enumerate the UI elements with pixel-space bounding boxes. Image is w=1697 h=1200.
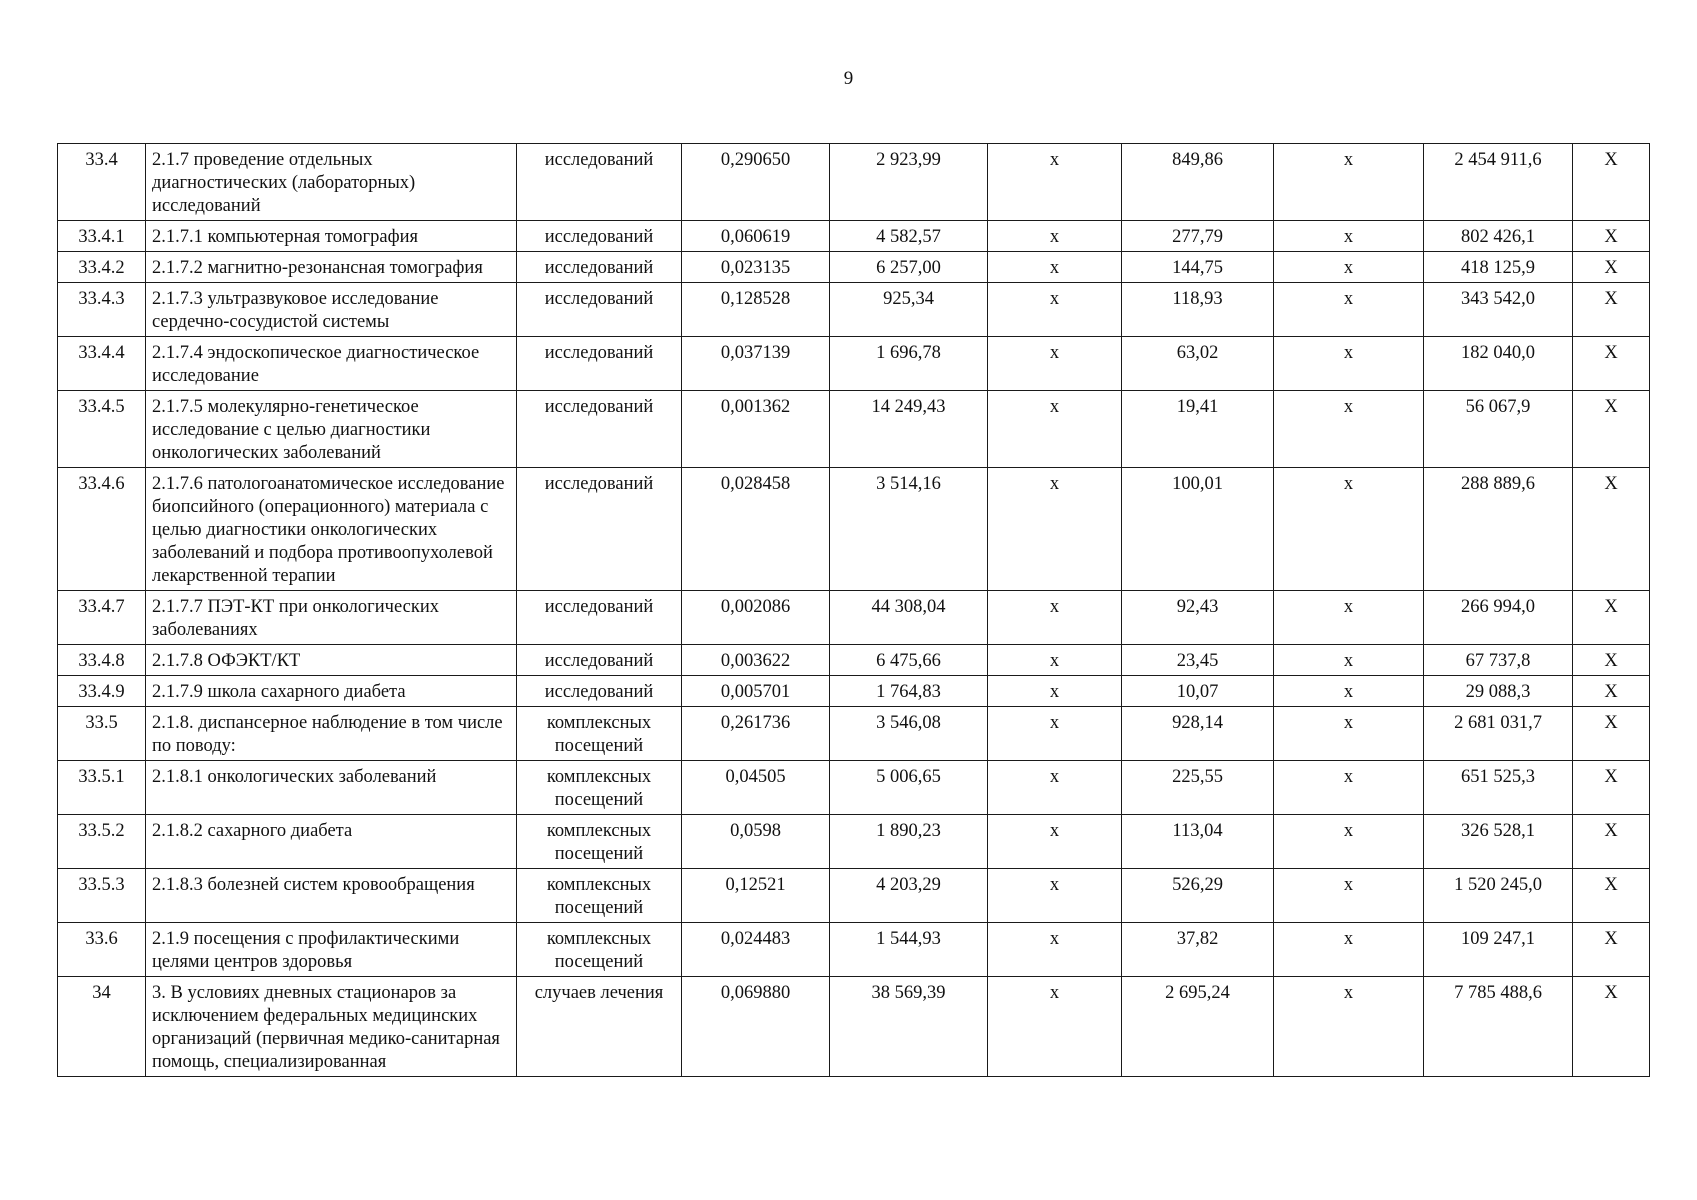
- norm-cell: 0,024483: [682, 923, 830, 977]
- unit-cost-cell: 4 582,57: [830, 221, 988, 252]
- total-cell: 288 889,6: [1424, 468, 1573, 591]
- service-name-cell: 2.1.8.2 сахарного диабета: [146, 815, 517, 869]
- service-name-cell: 2.1.8.3 болезней систем кровообращения: [146, 869, 517, 923]
- placeholder-cell: Х: [1573, 337, 1650, 391]
- row-number-cell: 33.5.2: [58, 815, 146, 869]
- placeholder-cell: х: [1274, 761, 1424, 815]
- placeholder-cell: х: [1274, 283, 1424, 337]
- placeholder-cell: х: [1274, 869, 1424, 923]
- table-row: [58, 676, 1650, 707]
- per-capita-cell: 144,75: [1122, 252, 1274, 283]
- row-number-cell: 33.4.6: [58, 468, 146, 591]
- per-capita-cell: 113,04: [1122, 815, 1274, 869]
- placeholder-cell: х: [1274, 815, 1424, 869]
- norm-cell: 0,005701: [682, 676, 830, 707]
- placeholder-cell: Х: [1573, 144, 1650, 221]
- norm-cell: 0,002086: [682, 591, 830, 645]
- service-name-cell: 2.1.8. диспансерное наблюдение в том числе по поводу:: [146, 707, 517, 761]
- row-number-cell: 33.5: [58, 707, 146, 761]
- table-body: [58, 144, 1650, 1077]
- norm-cell: 0,12521: [682, 869, 830, 923]
- unit-cell: исследований: [517, 221, 682, 252]
- placeholder-cell: х: [1274, 391, 1424, 468]
- row-number-cell: 33.4.9: [58, 676, 146, 707]
- unit-cell: исследований: [517, 144, 682, 221]
- total-cell: 418 125,9: [1424, 252, 1573, 283]
- unit-cell: исследований: [517, 468, 682, 591]
- row-number-cell: 33.4.3: [58, 283, 146, 337]
- unit-cell: комплексных посещений: [517, 707, 682, 761]
- row-number-cell: 33.4: [58, 144, 146, 221]
- service-name-cell: 2.1.8.1 онкологических заболеваний: [146, 761, 517, 815]
- placeholder-cell: Х: [1573, 283, 1650, 337]
- service-name-cell: 2.1.7.4 эндоскопическое диагностическое исследование: [146, 337, 517, 391]
- table-row: [58, 869, 1650, 923]
- placeholder-cell: Х: [1573, 252, 1650, 283]
- service-name-cell: 2.1.7 проведение отдельных диагностических (лабораторных) исследований: [146, 144, 517, 221]
- placeholder-cell: х: [1274, 468, 1424, 591]
- placeholder-cell: х: [1274, 645, 1424, 676]
- per-capita-cell: 2 695,24: [1122, 977, 1274, 1077]
- data-table: [57, 143, 1650, 1077]
- per-capita-cell: 37,82: [1122, 923, 1274, 977]
- table-row: [58, 645, 1650, 676]
- unit-cell: комплексных посещений: [517, 923, 682, 977]
- unit-cost-cell: 1 764,83: [830, 676, 988, 707]
- per-capita-cell: 63,02: [1122, 337, 1274, 391]
- table-row: [58, 977, 1650, 1077]
- placeholder-cell: Х: [1573, 468, 1650, 591]
- total-cell: 2 454 911,6: [1424, 144, 1573, 221]
- unit-cost-cell: 3 514,16: [830, 468, 988, 591]
- service-name-cell: 2.1.7.9 школа сахарного диабета: [146, 676, 517, 707]
- placeholder-cell: Х: [1573, 815, 1650, 869]
- placeholder-cell: х: [1274, 337, 1424, 391]
- placeholder-cell: Х: [1573, 923, 1650, 977]
- per-capita-cell: 118,93: [1122, 283, 1274, 337]
- placeholder-cell: Х: [1573, 221, 1650, 252]
- service-name-cell: 2.1.7.8 ОФЭКТ/КТ: [146, 645, 517, 676]
- placeholder-cell: х: [1274, 591, 1424, 645]
- service-name-cell: 2.1.7.3 ультразвуковое исследование сердечно-сосудистой системы: [146, 283, 517, 337]
- unit-cell: комплексных посещений: [517, 761, 682, 815]
- table-row: [58, 591, 1650, 645]
- service-name-cell: 2.1.7.6 патологоанатомическое исследование биопсийного (операционного) материала с целью диагностики онкологических заболеваний и подбора противоопухолевой лекарственной терапии: [146, 468, 517, 591]
- placeholder-cell: х: [988, 144, 1122, 221]
- unit-cost-cell: 44 308,04: [830, 591, 988, 645]
- per-capita-cell: 92,43: [1122, 591, 1274, 645]
- norm-cell: 0,128528: [682, 283, 830, 337]
- total-cell: 802 426,1: [1424, 221, 1573, 252]
- placeholder-cell: х: [988, 645, 1122, 676]
- service-name-cell: 2.1.7.5 молекулярно-генетическое исследование с целью диагностики онкологических заболеваний: [146, 391, 517, 468]
- unit-cell: комплексных посещений: [517, 815, 682, 869]
- total-cell: 29 088,3: [1424, 676, 1573, 707]
- total-cell: 56 067,9: [1424, 391, 1573, 468]
- placeholder-cell: х: [988, 391, 1122, 468]
- table-row: [58, 707, 1650, 761]
- per-capita-cell: 10,07: [1122, 676, 1274, 707]
- placeholder-cell: Х: [1573, 707, 1650, 761]
- unit-cell: случаев лечения: [517, 977, 682, 1077]
- norm-cell: 0,037139: [682, 337, 830, 391]
- norm-cell: 0,261736: [682, 707, 830, 761]
- unit-cost-cell: 1 696,78: [830, 337, 988, 391]
- total-cell: 67 737,8: [1424, 645, 1573, 676]
- per-capita-cell: 526,29: [1122, 869, 1274, 923]
- per-capita-cell: 225,55: [1122, 761, 1274, 815]
- placeholder-cell: Х: [1573, 676, 1650, 707]
- row-number-cell: 33.4.4: [58, 337, 146, 391]
- table-row: [58, 923, 1650, 977]
- unit-cost-cell: 1 890,23: [830, 815, 988, 869]
- unit-cell: исследований: [517, 283, 682, 337]
- unit-cell: исследований: [517, 337, 682, 391]
- placeholder-cell: х: [988, 221, 1122, 252]
- placeholder-cell: х: [988, 252, 1122, 283]
- table-row: [58, 337, 1650, 391]
- placeholder-cell: х: [1274, 676, 1424, 707]
- table-row: [58, 221, 1650, 252]
- row-number-cell: 33.5.1: [58, 761, 146, 815]
- total-cell: 2 681 031,7: [1424, 707, 1573, 761]
- total-cell: 1 520 245,0: [1424, 869, 1573, 923]
- row-number-cell: 33.5.3: [58, 869, 146, 923]
- unit-cost-cell: 38 569,39: [830, 977, 988, 1077]
- placeholder-cell: х: [988, 468, 1122, 591]
- row-number-cell: 34: [58, 977, 146, 1077]
- placeholder-cell: х: [988, 869, 1122, 923]
- per-capita-cell: 19,41: [1122, 391, 1274, 468]
- placeholder-cell: х: [988, 337, 1122, 391]
- total-cell: 109 247,1: [1424, 923, 1573, 977]
- total-cell: 182 040,0: [1424, 337, 1573, 391]
- unit-cost-cell: 14 249,43: [830, 391, 988, 468]
- total-cell: 651 525,3: [1424, 761, 1573, 815]
- unit-cell: исследований: [517, 676, 682, 707]
- placeholder-cell: х: [1274, 252, 1424, 283]
- placeholder-cell: Х: [1573, 761, 1650, 815]
- placeholder-cell: Х: [1573, 869, 1650, 923]
- table-row: [58, 283, 1650, 337]
- service-name-cell: 2.1.7.2 магнитно-резонансная томография: [146, 252, 517, 283]
- norm-cell: 0,003622: [682, 645, 830, 676]
- unit-cell: исследований: [517, 391, 682, 468]
- total-cell: 343 542,0: [1424, 283, 1573, 337]
- placeholder-cell: х: [988, 676, 1122, 707]
- row-number-cell: 33.4.2: [58, 252, 146, 283]
- placeholder-cell: х: [988, 923, 1122, 977]
- row-number-cell: 33.4.7: [58, 591, 146, 645]
- page-number: 9: [843, 68, 854, 89]
- row-number-cell: 33.4.5: [58, 391, 146, 468]
- placeholder-cell: х: [988, 977, 1122, 1077]
- table-row: [58, 252, 1650, 283]
- unit-cell: исследований: [517, 591, 682, 645]
- norm-cell: 0,001362: [682, 391, 830, 468]
- unit-cost-cell: 2 923,99: [830, 144, 988, 221]
- norm-cell: 0,290650: [682, 144, 830, 221]
- norm-cell: 0,028458: [682, 468, 830, 591]
- per-capita-cell: 277,79: [1122, 221, 1274, 252]
- service-name-cell: 2.1.7.1 компьютерная томография: [146, 221, 517, 252]
- placeholder-cell: х: [1274, 923, 1424, 977]
- norm-cell: 0,023135: [682, 252, 830, 283]
- unit-cell: комплексных посещений: [517, 869, 682, 923]
- placeholder-cell: Х: [1573, 391, 1650, 468]
- per-capita-cell: 928,14: [1122, 707, 1274, 761]
- unit-cost-cell: 925,34: [830, 283, 988, 337]
- total-cell: 326 528,1: [1424, 815, 1573, 869]
- norm-cell: 0,04505: [682, 761, 830, 815]
- unit-cost-cell: 1 544,93: [830, 923, 988, 977]
- placeholder-cell: х: [1274, 977, 1424, 1077]
- table-row: [58, 144, 1650, 221]
- unit-cost-cell: 5 006,65: [830, 761, 988, 815]
- norm-cell: 0,0598: [682, 815, 830, 869]
- placeholder-cell: х: [1274, 707, 1424, 761]
- row-number-cell: 33.4.1: [58, 221, 146, 252]
- placeholder-cell: х: [988, 283, 1122, 337]
- table-row: [58, 391, 1650, 468]
- placeholder-cell: х: [988, 591, 1122, 645]
- norm-cell: 0,069880: [682, 977, 830, 1077]
- placeholder-cell: х: [1274, 221, 1424, 252]
- table-row: [58, 468, 1650, 591]
- unit-cost-cell: 6 257,00: [830, 252, 988, 283]
- service-name-cell: 3. В условиях дневных стационаров за исключением федеральных медицинских организаций (первичная медико-санитарная помощь, специализированная: [146, 977, 517, 1077]
- placeholder-cell: Х: [1573, 591, 1650, 645]
- placeholder-cell: Х: [1573, 977, 1650, 1077]
- row-number-cell: 33.4.8: [58, 645, 146, 676]
- total-cell: 7 785 488,6: [1424, 977, 1573, 1077]
- norm-cell: 0,060619: [682, 221, 830, 252]
- per-capita-cell: 100,01: [1122, 468, 1274, 591]
- placeholder-cell: х: [988, 761, 1122, 815]
- placeholder-cell: Х: [1573, 645, 1650, 676]
- per-capita-cell: 849,86: [1122, 144, 1274, 221]
- unit-cost-cell: 6 475,66: [830, 645, 988, 676]
- per-capita-cell: 23,45: [1122, 645, 1274, 676]
- unit-cost-cell: 3 546,08: [830, 707, 988, 761]
- total-cell: 266 994,0: [1424, 591, 1573, 645]
- row-number-cell: 33.6: [58, 923, 146, 977]
- table-row: [58, 761, 1650, 815]
- unit-cell: исследований: [517, 252, 682, 283]
- placeholder-cell: х: [988, 815, 1122, 869]
- service-name-cell: 2.1.7.7 ПЭТ-КТ при онкологических заболеваниях: [146, 591, 517, 645]
- placeholder-cell: х: [988, 707, 1122, 761]
- service-name-cell: 2.1.9 посещения с профилактическими целями центров здоровья: [146, 923, 517, 977]
- placeholder-cell: х: [1274, 144, 1424, 221]
- unit-cost-cell: 4 203,29: [830, 869, 988, 923]
- unit-cell: исследований: [517, 645, 682, 676]
- table-row: [58, 815, 1650, 869]
